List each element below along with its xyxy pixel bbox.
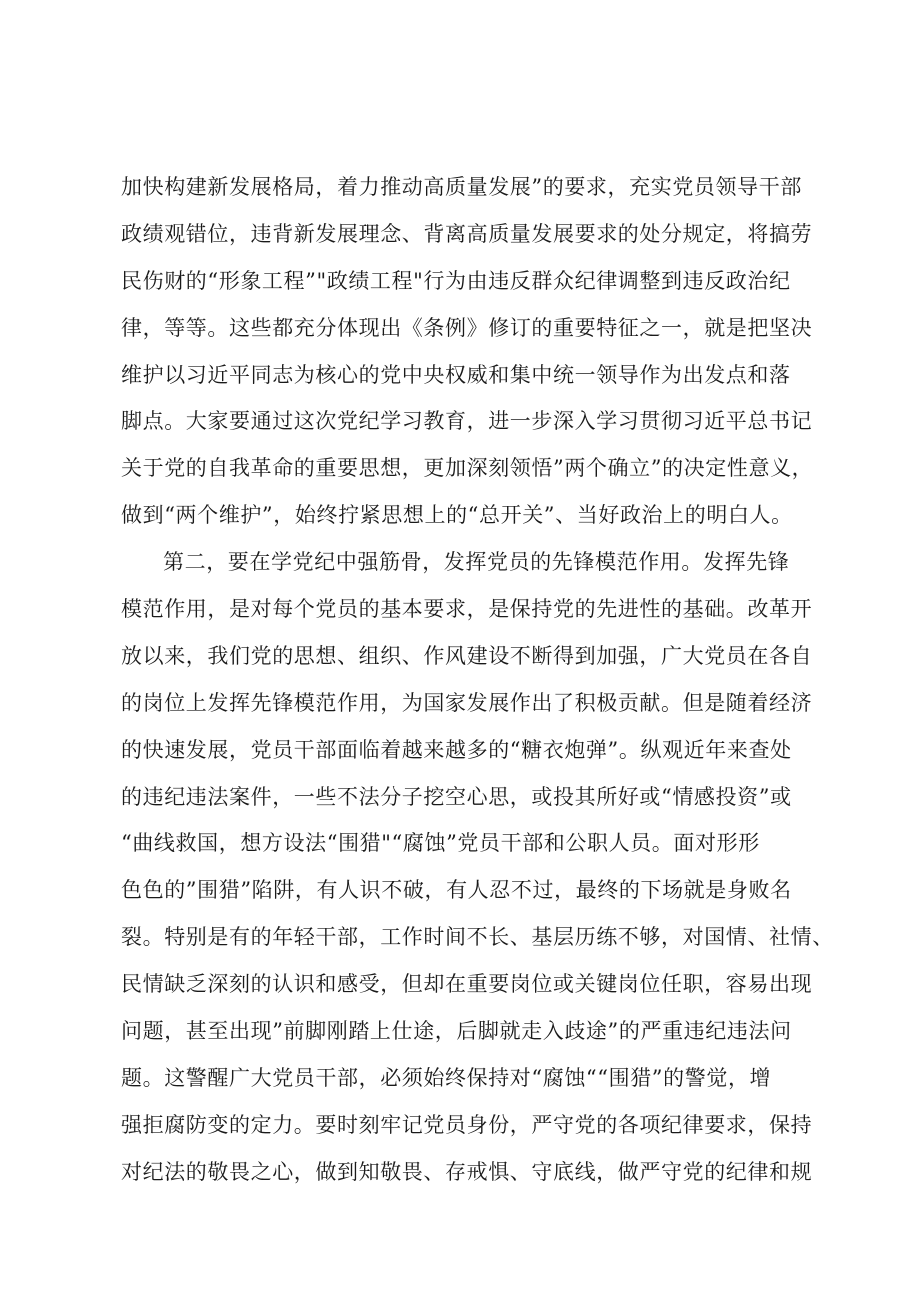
text-line: 色色的”围猎”陷阱，有人识不破，有人忍不过，最终的下场就是身败名 (121, 878, 792, 903)
text-line: 关于党的自我革命的重要思想，更加深刻领悟”两个确立”的决定性意义， (121, 456, 814, 481)
text-line: 做到“两个维护”，始终拧紧思想上的“总开关”、当好政治上的明白人。 (121, 503, 793, 528)
text-line: 放以来，我们党的思想、组织、作风建设不断得到加强，广大党员在各自 (121, 643, 813, 668)
text-line: 强拒腐防变的定力。要时刻牢记党员身份，严守党的各项纪律要求，保持 (121, 1112, 813, 1137)
body-text (121, 164, 834, 1196)
paragraph-start-line: 第二，要在学党纪中强筋骨，发挥党员的先锋模范作用。发挥先锋 (163, 550, 790, 575)
text-line: 加快构建新发展格局，着力推动高质量发展”的要求，充实党员领导干部 (121, 175, 802, 199)
text-line: 模范作用，是对每个党员的基本要求，是保持党的先进性的基础。改革开 (121, 597, 813, 622)
text-line: 的快速发展，党员干部面临着越来越多的“糖衣炮弹”。纵观近年来查处 (121, 737, 792, 762)
text-line: 对纪法的敬畏之心，做到知敬畏、存戒惧、守底线，做严守党的纪律和规 (121, 1159, 813, 1184)
text-line: 民伤财的“形象工程”"政绩工程"行为由违反群众纪律调整到违反政治纪 (121, 268, 791, 293)
text-line: 的违纪违法案件，一些不法分子挖空心思，或投其所好或“情感投资”或 (121, 784, 792, 809)
text-line: 维护以习近平同志为核心的党中央权威和集中统一领导作为出发点和落 (121, 362, 791, 387)
text-line: 题。这警醒广大党员干部，必须始终保持对“腐蚀““围猎”的警觉，增 (121, 1065, 772, 1090)
text-line: 民情缺乏深刻的认识和感受，但却在重要岗位或关键岗位任职，容易出现 (121, 972, 813, 997)
text-line: 的岗位上发挥先锋模范作用，为国家发展作出了积极贡献。但是随着经济 (121, 690, 813, 715)
text-line: 律，等等。这些都充分体现出《条例》修订的重要特征之一，就是把坚决 (121, 315, 813, 340)
text-line: 脚点。大家要通过这次党纪学习教育，进一步深入学习贯彻习近平总书记 (121, 409, 813, 434)
text-line: 政绩观错位，违背新发展理念、背离高质量发展要求的处分规定，将搞劳 (121, 221, 813, 246)
text-line: 裂。特别是有的年轻干部，工作时间不长、基层历练不够，对国情、社情、 (121, 925, 834, 950)
text-line: “曲线救国，想方设法“围猎"“腐蚀”党员干部和公职人员。面对形形 (121, 831, 760, 856)
text-line: 问题，甚至出现”前脚刚踏上仕途，后脚就走入歧途”的严重违纪违法问 (121, 1019, 792, 1044)
